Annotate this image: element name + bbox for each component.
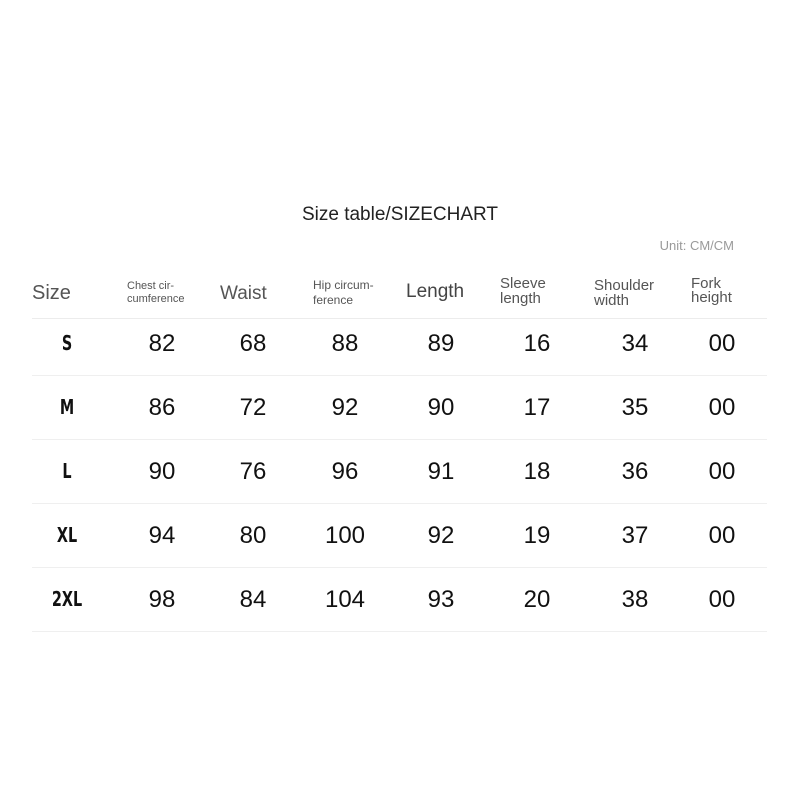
- cell-sleeve: 18: [523, 458, 551, 485]
- table-row: [32, 376, 767, 440]
- table-row: [32, 440, 767, 504]
- cell-size: L: [62, 459, 72, 483]
- cell-shoulder: 37: [621, 522, 649, 549]
- cell-size: XL: [56, 523, 78, 547]
- size-table-body: [32, 312, 767, 632]
- cell-waist: 72: [239, 394, 267, 421]
- cell-length: 92: [427, 522, 455, 549]
- header-length: Length: [406, 281, 465, 302]
- cell-fork: 00: [708, 586, 736, 613]
- cell-length: 93: [427, 586, 455, 613]
- cell-hip: 92: [331, 394, 359, 421]
- header-shoulder: Shoulder width: [594, 277, 655, 309]
- cell-length: 91: [427, 458, 455, 485]
- cell-fork: 00: [708, 394, 736, 421]
- table-row: [32, 504, 767, 568]
- cell-hip: 96: [331, 458, 359, 485]
- cell-waist: 80: [239, 522, 267, 549]
- cell-chest: 98: [148, 586, 176, 613]
- header-hip: Hip circum- ference: [313, 278, 374, 307]
- table-row: [32, 568, 767, 632]
- header-sleeve: Sleeve length: [500, 275, 546, 307]
- cell-shoulder: 38: [621, 586, 649, 613]
- cell-size: S: [61, 331, 73, 355]
- cell-shoulder: 34: [621, 330, 649, 357]
- cell-waist: 84: [239, 586, 267, 613]
- cell-chest: 82: [148, 330, 176, 357]
- cell-sleeve: 20: [523, 586, 551, 613]
- cell-shoulder: 35: [621, 394, 649, 421]
- cell-chest: 90: [148, 458, 176, 485]
- cell-fork: 00: [708, 522, 736, 549]
- cell-waist: 76: [239, 458, 267, 485]
- cell-shoulder: 36: [621, 458, 649, 485]
- cell-sleeve: 17: [523, 394, 551, 421]
- cell-length: 90: [427, 394, 455, 421]
- header-waist: Waist: [220, 283, 267, 304]
- cell-fork: 00: [708, 458, 736, 485]
- cell-length: 89: [427, 330, 455, 357]
- size-chart-title: Size table/SIZECHART: [301, 204, 499, 225]
- unit-label: Unit: CM/CM: [659, 238, 734, 253]
- cell-waist: 68: [239, 330, 267, 357]
- cell-hip: 100: [324, 522, 366, 549]
- cell-hip: 104: [324, 586, 366, 613]
- cell-size: M: [59, 395, 75, 419]
- table-row: [32, 312, 767, 376]
- cell-chest: 86: [148, 394, 176, 421]
- cell-fork: 00: [708, 330, 736, 357]
- header-chest: Chest cir- cumference: [127, 280, 185, 305]
- cell-sleeve: 16: [523, 330, 551, 357]
- header-size: Size: [32, 282, 71, 304]
- cell-chest: 94: [148, 522, 176, 549]
- cell-hip: 88: [331, 330, 359, 357]
- header-fork: Fork height: [691, 275, 732, 306]
- cell-size: 2XL: [51, 587, 83, 611]
- cell-sleeve: 19: [523, 522, 551, 549]
